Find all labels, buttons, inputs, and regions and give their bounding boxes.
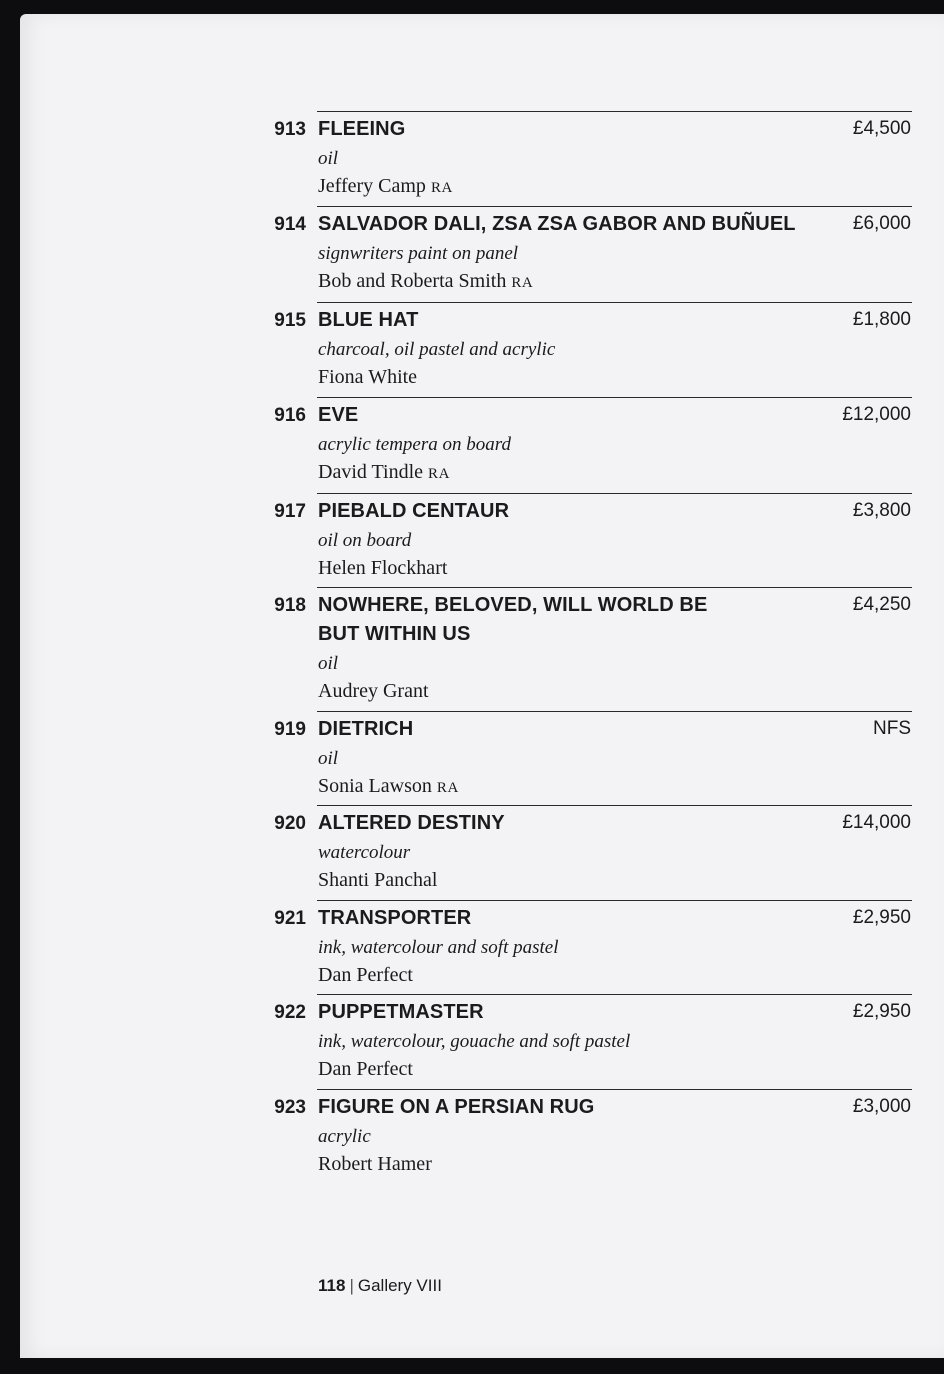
entry-medium: watercolour bbox=[318, 842, 411, 863]
entry-divider bbox=[317, 711, 912, 712]
artist-suffix: RA bbox=[511, 275, 534, 291]
entry-title bbox=[318, 1093, 828, 1122]
artist-name: David Tindle bbox=[318, 461, 424, 483]
artist-suffix: RA bbox=[428, 466, 451, 482]
entry-divider bbox=[317, 302, 912, 303]
entry-number: 920 bbox=[274, 813, 306, 834]
catalogue-page bbox=[20, 14, 944, 1358]
entry-divider bbox=[317, 111, 912, 112]
entry-artist bbox=[318, 1058, 838, 1081]
entry-divider bbox=[317, 1089, 912, 1090]
entry-title-line: BLUE HAT bbox=[318, 309, 419, 331]
entry-artist bbox=[318, 461, 838, 484]
entry-title bbox=[318, 904, 828, 933]
artist-name: Sonia Lawson bbox=[318, 775, 432, 797]
entry-title bbox=[318, 306, 828, 335]
entry-artist bbox=[318, 964, 838, 987]
entry-price: £12,000 bbox=[842, 404, 911, 425]
artist-name: Helen Flockhart bbox=[318, 557, 448, 579]
entry-medium: oil on board bbox=[318, 530, 412, 551]
artist-name: Fiona White bbox=[318, 366, 418, 388]
entry-divider bbox=[317, 587, 912, 588]
entry-title bbox=[318, 115, 828, 144]
entry-number: 923 bbox=[274, 1097, 306, 1118]
artist-name: Dan Perfect bbox=[318, 1058, 413, 1080]
entry-divider bbox=[317, 206, 912, 207]
entry-artist bbox=[318, 869, 838, 892]
entry-divider bbox=[317, 900, 912, 901]
entry-medium: ink, watercolour and soft pastel bbox=[318, 937, 559, 958]
entry-divider bbox=[317, 994, 912, 995]
entry-artist bbox=[318, 175, 838, 198]
entry-divider bbox=[317, 493, 912, 494]
entry-price: £2,950 bbox=[852, 1001, 911, 1022]
entry-title-line: NOWHERE, BELOVED, WILL WORLD BE bbox=[318, 594, 708, 616]
artist-name: Audrey Grant bbox=[318, 680, 429, 702]
entry-medium: oil bbox=[318, 748, 339, 769]
entry-title-line: SALVADOR DALI, ZSA ZSA GABOR AND BUÑUEL bbox=[318, 213, 796, 235]
entry-number: 919 bbox=[274, 719, 306, 740]
artist-name: Jeffery Camp bbox=[318, 175, 426, 197]
entry-title bbox=[318, 591, 828, 649]
entry-artist bbox=[318, 680, 838, 703]
entry-medium: acrylic tempera on board bbox=[318, 434, 511, 455]
artist-suffix: RA bbox=[436, 780, 459, 796]
entry-number: 922 bbox=[274, 1002, 306, 1023]
entry-medium: acrylic bbox=[318, 1126, 371, 1147]
entry-title bbox=[318, 497, 828, 526]
entry-price: £6,000 bbox=[852, 213, 911, 234]
page-number: 118 bbox=[318, 1276, 346, 1295]
artist-name: Shanti Panchal bbox=[318, 869, 438, 891]
entry-title bbox=[318, 998, 828, 1027]
entry-title-line: FIGURE ON A PERSIAN RUG bbox=[318, 1096, 595, 1118]
entry-medium: signwriters paint on panel bbox=[318, 243, 519, 264]
entry-price: £1,800 bbox=[852, 309, 911, 330]
artist-suffix: RA bbox=[430, 180, 453, 196]
entry-artist bbox=[318, 270, 838, 293]
entry-divider bbox=[317, 397, 912, 398]
entry-price: £4,500 bbox=[852, 118, 911, 139]
entry-number: 918 bbox=[274, 595, 306, 616]
entry-number: 915 bbox=[274, 310, 306, 331]
entry-title-line: FLEEING bbox=[318, 118, 406, 140]
entry-number: 913 bbox=[274, 119, 306, 140]
entry-medium: oil bbox=[318, 148, 339, 169]
entry-title-line: BUT WITHIN US bbox=[318, 623, 471, 645]
entry-medium: oil bbox=[318, 653, 339, 674]
entry-price: £2,950 bbox=[852, 907, 911, 928]
artist-name: Bob and Roberta Smith bbox=[318, 270, 507, 292]
artist-name: Dan Perfect bbox=[318, 964, 413, 986]
footer-separator: | bbox=[349, 1276, 354, 1295]
entry-price: NFS bbox=[873, 718, 911, 739]
entry-number: 917 bbox=[274, 501, 306, 522]
entry-artist bbox=[318, 366, 838, 389]
entry-title-line: DIETRICH bbox=[318, 718, 414, 740]
entry-artist bbox=[318, 775, 838, 798]
entry-price: £4,250 bbox=[852, 594, 911, 615]
entry-medium: ink, watercolour, gouache and soft pastel bbox=[318, 1031, 631, 1052]
artist-name: Robert Hamer bbox=[318, 1153, 432, 1175]
entry-medium: charcoal, oil pastel and acrylic bbox=[318, 339, 556, 360]
entry-title bbox=[318, 809, 828, 838]
entry-price: £3,000 bbox=[852, 1096, 911, 1117]
section-name: Gallery VIII bbox=[357, 1276, 442, 1295]
entry-title bbox=[318, 210, 828, 239]
entry-title bbox=[318, 715, 828, 744]
entry-title-line: PUPPETMASTER bbox=[318, 1001, 484, 1023]
entry-artist bbox=[318, 1153, 838, 1176]
page-footer bbox=[318, 1276, 442, 1296]
entry-title bbox=[318, 401, 828, 430]
entry-price: £3,800 bbox=[852, 500, 911, 521]
entry-title-line: TRANSPORTER bbox=[318, 907, 472, 929]
entry-title-line: ALTERED DESTINY bbox=[318, 812, 505, 834]
entry-number: 916 bbox=[274, 405, 306, 426]
entry-title-line: EVE bbox=[318, 404, 359, 426]
entry-number: 914 bbox=[274, 214, 306, 235]
entry-artist bbox=[318, 557, 838, 580]
entry-title-line: PIEBALD CENTAUR bbox=[318, 500, 510, 522]
entry-divider bbox=[317, 805, 912, 806]
entry-number: 921 bbox=[274, 908, 306, 929]
entry-price: £14,000 bbox=[842, 812, 911, 833]
